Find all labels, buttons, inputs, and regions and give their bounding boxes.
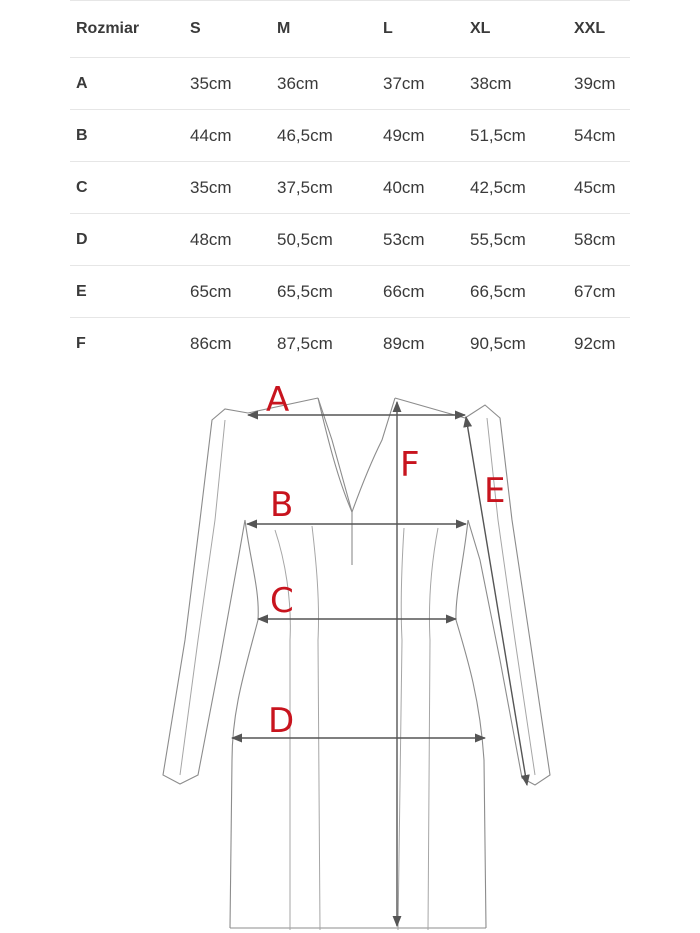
neckline-fold-outline [318,398,352,565]
body-right-side-outline [456,520,486,928]
table-cell: 40cm [377,162,464,214]
table-cell: 65,5cm [271,266,377,318]
header-cell-l: L [377,1,464,58]
table-row [70,110,630,162]
table-cell: 90,5cm [470,333,526,353]
measurement-lines [232,402,527,926]
table-cell: 58cm [568,214,630,266]
size-chart-header [70,1,630,58]
row-label: A [70,58,184,110]
table-cell: 37cm [377,58,464,110]
table-cell: 66cm [377,266,464,318]
label-b: B [270,485,294,525]
row-label: F [76,334,86,352]
table-row [70,266,630,318]
label-c: C [270,581,294,621]
header-cell-xxl: XXL [568,1,630,58]
label-e: E [484,471,506,511]
header-cell-size-label: Rozmiar [70,1,184,58]
table-cell: 55,5cm [464,214,568,266]
left-sleeve-outline [163,409,248,784]
table-cell: 51,5cm [464,110,568,162]
table-cell: 44cm [184,110,271,162]
table-cell: 67cm [568,266,630,318]
table-cell: 45cm [568,162,630,214]
size-chart-table [70,0,630,369]
row-label: D [70,214,184,266]
table-cell: 42,5cm [464,162,568,214]
center-left-seam [312,526,320,930]
right-sleeve-outline [465,405,550,785]
table-row [70,162,630,214]
table-cell: 48cm [184,214,271,266]
label-d: D [268,701,295,741]
table-cell: 54cm [568,110,630,162]
table-cell: 66,5cm [464,266,568,318]
table-cell: 92cm [574,333,616,353]
table-cell: 35cm [184,162,271,214]
table-cell: 87,5cm [277,333,333,353]
table-cell: 38cm [464,58,568,110]
dress-measurement-diagram [0,360,700,933]
row-label: C [70,162,184,214]
table-cell: 50,5cm [271,214,377,266]
table-row [70,58,630,110]
table-cell: 49cm [377,110,464,162]
table-cell: 53cm [377,214,464,266]
header-row [70,1,630,58]
left-sleeve-seam [180,420,225,775]
table-cell: 35cm [184,58,271,110]
table-cell: 37,5cm [271,162,377,214]
table-cell: 89cm [383,333,425,353]
label-a: A [266,380,290,420]
table-cell: 36cm [271,58,377,110]
table-cell: 46,5cm [271,110,377,162]
table-cell: 65cm [184,266,271,318]
table-cell: 39cm [568,58,630,110]
label-f: F [400,445,420,485]
header-cell-s: S [184,1,271,58]
center-right-seam [398,528,404,930]
row-label: B [70,110,184,162]
table-cell: 86cm [190,333,232,353]
table-row [70,214,630,266]
measurement-labels [266,380,505,741]
header-cell-xl: XL [464,1,568,58]
right-princess-seam [428,528,438,930]
header-cell-m: M [271,1,377,58]
row-label: E [70,266,184,318]
